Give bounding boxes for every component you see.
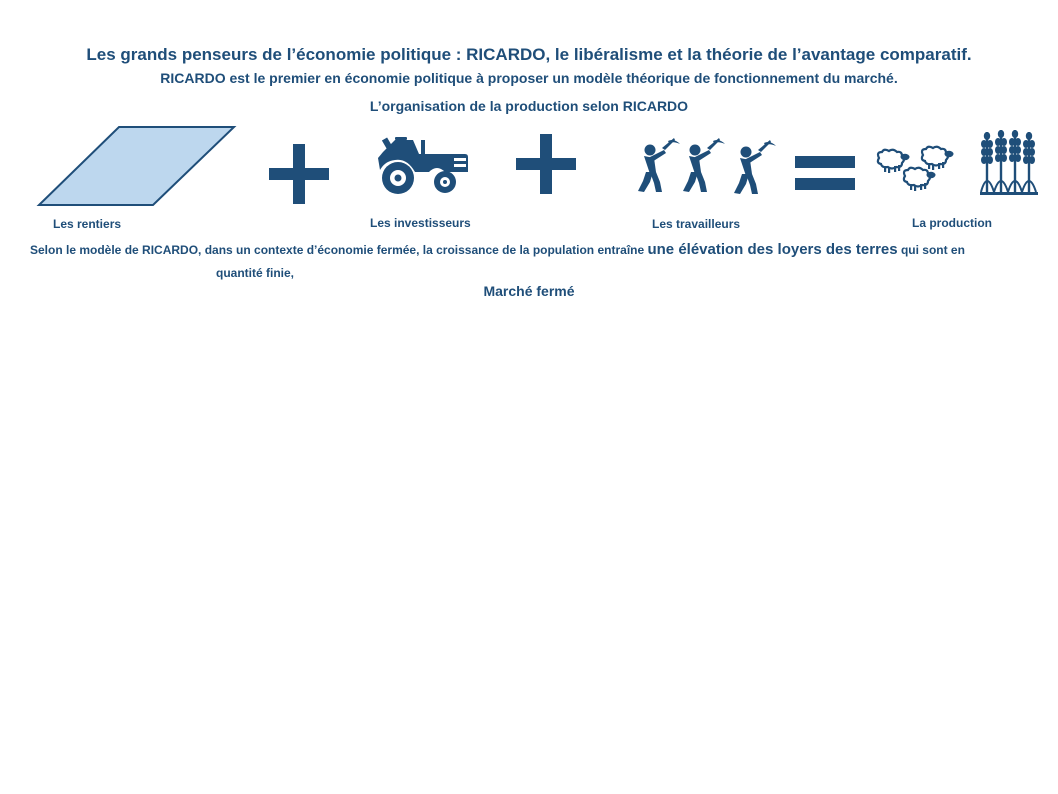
section-title: L’organisation de la production selon RICARDO (369, 98, 689, 114)
equals-icon (795, 156, 857, 192)
description-part3: quantité finie, (216, 266, 294, 280)
plus-icon (516, 134, 576, 194)
label-investisseurs: Les investisseurs (370, 216, 471, 230)
label-travailleurs: Les travailleurs (652, 217, 741, 231)
sheep-icon (874, 144, 960, 194)
page-title: Les grands penseurs de l’économie politique : RICARDO, le libéralisme et la théorie de l’avantage comparatif. (86, 45, 972, 64)
workers-icon (628, 136, 778, 194)
description-part2: qui sont en (897, 243, 965, 257)
wheat-icon (980, 130, 1038, 196)
label-rentiers: Les rentiers (53, 217, 122, 231)
plus-icon (269, 144, 329, 204)
description-highlight: une élévation des loyers des terres (647, 241, 898, 258)
description-part1: Selon le modèle de RICARDO, dans un contexte d’économie fermée, la croissance de la population entraîne (30, 243, 648, 257)
market-label: Marché fermé (483, 283, 575, 299)
description-paragraph (30, 238, 1040, 285)
page-subtitle: RICARDO est le premier en économie politique à proposer un modèle théorique de fonctionnement du marché. (160, 70, 898, 86)
label-production: La production (912, 216, 992, 230)
land-parallelogram (38, 126, 238, 208)
tractor-icon (375, 136, 471, 196)
